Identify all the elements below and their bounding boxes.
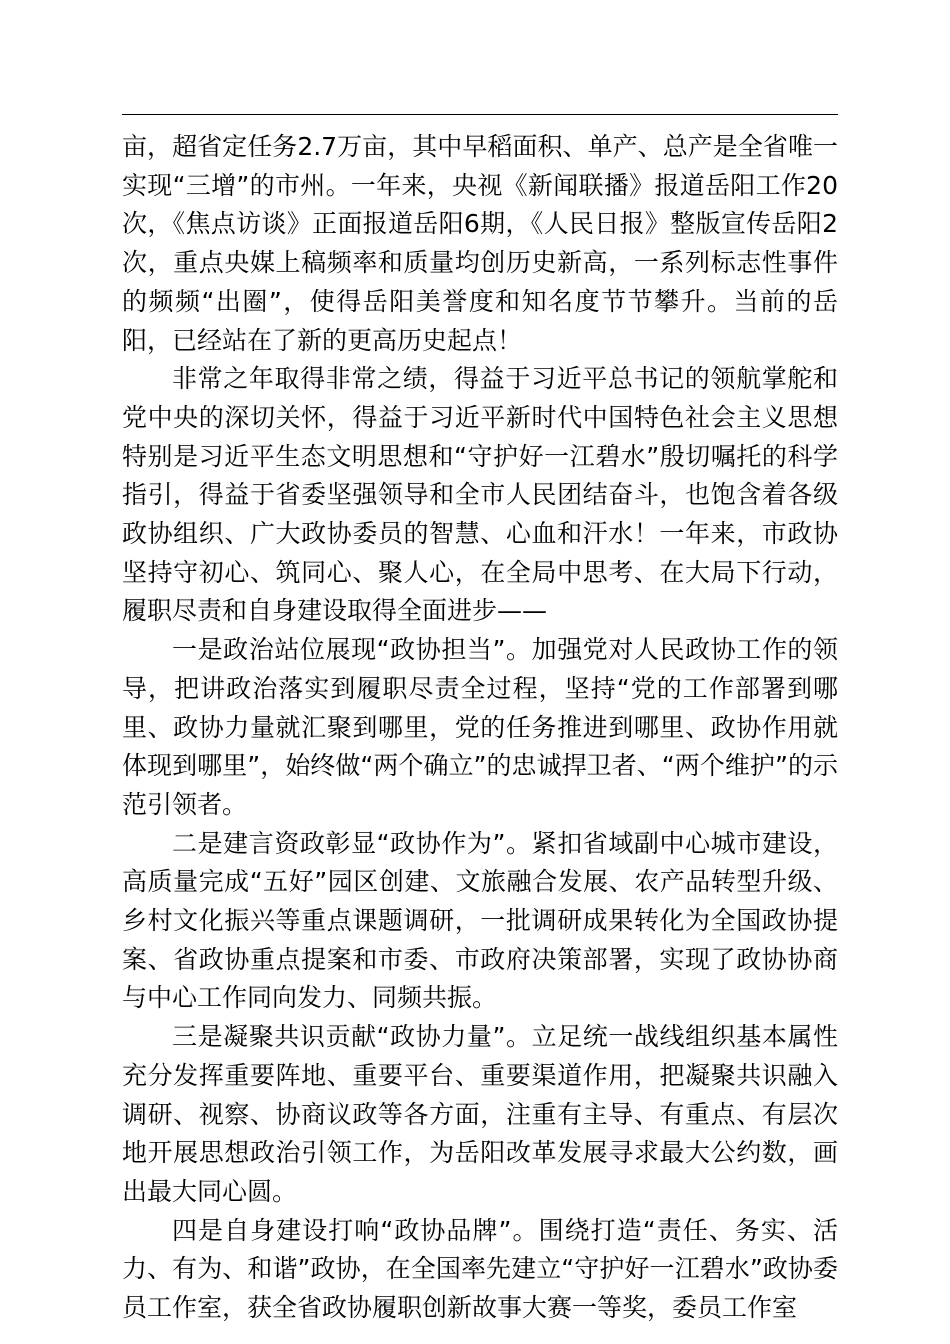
header-rule <box>122 114 838 115</box>
paragraph-point-one: 一是政治站位展现“政协担当”。加强党对人民政协工作的领导，把讲政治落实到履职尽责全过程，坚持“党的工作部署到哪里、政协力量就汇聚到哪里，党的任务推进到哪里、政协作用就体现到哪里”，始终做“两个确立”的忠诚捍卫者、“两个维护”的示范引领者。 <box>122 635 838 819</box>
paragraph-point-three: 三是凝聚共识贡献“政协力量”。立足统一战线组织基本属性充分发挥重要阵地、重要平台、重要渠道作用，把凝聚共识融入调研、视察、协商议政等各方面，注重有主导、有重点、有层次地开展思想政治引领工作，为岳阳改革发展寻求最大公约数，画出最大同心圆。 <box>122 1022 838 1206</box>
paragraph-continuation: 亩，超省定任务2.7万亩，其中早稻面积、单产、总产是全省唯一实现“三增”的市州。一年来，央视《新闻联播》报道岳阳工作20次，《焦点访谈》正面报道岳阳6期，《人民日报》整版宣传岳阳2次，重点央媒上稿频率和质量均创历史新高，一系列标志性事件的频频“出圈”，使得岳阳美誉度和知名度节节攀升。当前的岳阳，已经站在了新的更高历史起点！ <box>122 132 838 355</box>
paragraph-achievements-summary: 非常之年取得非常之绩，得益于习近平总书记的领航掌舵和党中央的深切关怀，得益于习近平新时代中国特色社会主义思想特别是习近平生态文明思想和“守护好一江碧水”殷切嘱托的科学指引，得益于省委坚强领导和全市人民团结奋斗，也饱含着各级政协组织、广大政协委员的智慧、心血和汗水！一年来，市政协坚持守初心、筑同心、聚人心，在全局中思考、在大局下行动，履职尽责和自身建设取得全面进步—— <box>122 364 838 626</box>
paragraph-point-two: 二是建言资政彰显“政协作为”。紧扣省域副中心城市建设，高质量完成“五好”园区创建、文旅融合发展、农产品转型升级、乡村文化振兴等重点课题调研，一批调研成果转化为全国政协提案、省政协重点提案和市委、市政府决策部署，实现了政协协商与中心工作同向发力、同频共振。 <box>122 828 838 1013</box>
paragraph-point-four: 四是自身建设打响“政协品牌”。围绕打造“责任、务实、活力、有为、和谐”政协，在全国率先建立“守护好一江碧水”政协委员工作室，获全省政协履职创新故事大赛一等奖，委员工作室 <box>122 1215 838 1323</box>
document-body <box>122 128 838 1328</box>
